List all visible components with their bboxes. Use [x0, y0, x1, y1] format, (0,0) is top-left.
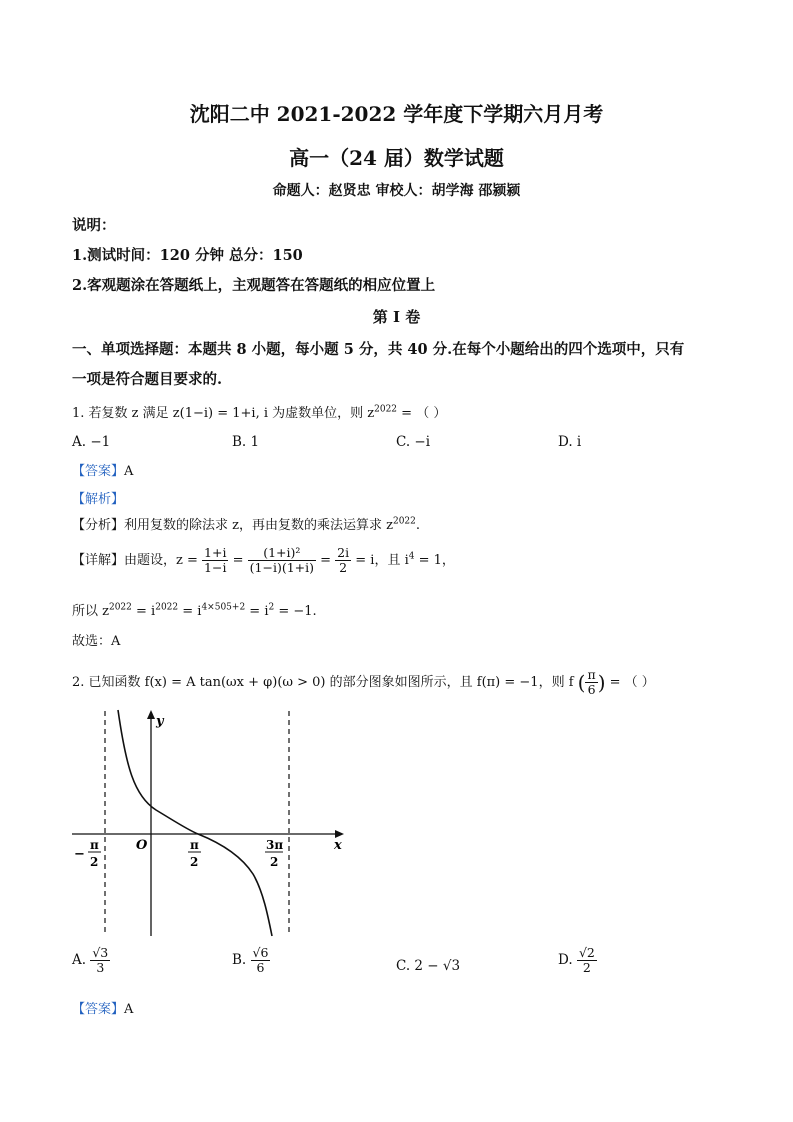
detail-text: 由题设，z = [124, 552, 198, 568]
analysis-tag: 【解析】 [72, 492, 125, 507]
origin-label: O [136, 838, 148, 853]
q1-stem [72, 402, 446, 421]
q1-option-a: A. −1 [72, 434, 111, 450]
neg-half-pi-den: 2 [90, 855, 99, 869]
q1-choose: 故选：A [72, 634, 121, 649]
notes-item-1: 1.测试时间：120 分钟 总分：150 [72, 247, 303, 264]
q2-option-d: D. $\frac{√2}{2}$ [558, 945, 595, 975]
tangent-curve [118, 710, 272, 936]
neg-sign-label: − [74, 847, 85, 862]
q1-stem-exp: 2022 [374, 404, 398, 415]
detail-frac-1: $\frac{1+i}{1-i}$ [204, 545, 227, 575]
q1-option-c: C. −i [396, 434, 431, 450]
q1-option-b: B. 1 [232, 434, 260, 450]
three-half-pi-num: 3π [266, 838, 284, 852]
tangent-graph [68, 706, 353, 941]
q1-conclusion: 所以 $z^{2022} = i^{2022} = i^{4\times 505+2} = i^2 = -1$. [72, 602, 317, 619]
notes-label: 说明： [72, 217, 116, 234]
q2-stem-text: 2. 已知函数 f(x) = A tan(ωx + φ)(ω > 0) 的部分图象如图所示，且 f(π) = −1，则 f [72, 674, 574, 690]
q1-option-d: D. i [558, 434, 582, 450]
q1-stem-text: 1. 若复数 z 满足 z(1−i) = 1+i, i 为虚数单位，则 z [72, 406, 375, 421]
q2-answer-value: A [124, 1002, 134, 1017]
half-pi-den: 2 [190, 855, 199, 869]
q2-stem-paren: = （ ） [605, 674, 655, 690]
q1-detail: 【详解】由题设，z = $\frac{1+i}{1-i}$ = $\frac{\text{(1+i)²}}{(1-i)(1+i)}$ = $\frac{2i}{2}$ = i，且 $i^4 = 1$， [72, 545, 455, 575]
x-axis-arrow [335, 830, 344, 838]
volume-heading: 第 I 卷 [372, 308, 421, 326]
fenxi-tag: 【分析】 [72, 518, 125, 533]
fenxi-exp: 2022 [392, 516, 416, 527]
detail-frac-3: $\frac{2i}{2}$ [337, 545, 350, 575]
fenxi-end: . [415, 518, 421, 533]
exam-authors: 命题人：赵贤忠 审校人：胡学海 邵颍颍 [272, 183, 521, 199]
answer-tag: 【答案】 [72, 464, 125, 479]
q1-fenxi [72, 514, 420, 533]
three-half-pi-den: 2 [270, 855, 279, 869]
q2-option-c: C. 2 − √3 [396, 958, 461, 974]
q1-stem-paren: = （ ） [397, 406, 447, 421]
detail-tag: 【详解】 [72, 552, 125, 568]
answer-tag: 【答案】 [72, 1002, 125, 1017]
exam-subtitle: 高一（24 届）数学试题 [289, 146, 504, 170]
q2-answer [72, 998, 133, 1017]
half-pi-num: π [190, 838, 199, 852]
fenxi-text: 利用复数的除法求 z，再由复数的乘法运算求 z [124, 518, 393, 533]
y-axis-arrow [147, 710, 155, 719]
q2-stem: 2. 已知函数 f(x) = A tan(ωx + φ)(ω > 0) 的部分图象如图所示，且 f(π) = −1，则 f ( $\frac{\pi}{6}$ ) = （ ） [72, 667, 655, 697]
y-axis-label: y [156, 714, 164, 729]
section1-line1: 一、单项选择题：本题共 8 小题，每小题 5 分，共 40 分.在每个小题给出的四个选项中，只有 [72, 341, 685, 358]
q1-answer [72, 460, 133, 479]
exam-title: 沈阳二中 2021-2022 学年度下学期六月月考 [189, 102, 604, 126]
q2-option-b: B. $\frac{√6}{6}$ [232, 945, 269, 975]
detail-frac-2: $\frac{\text{(1+i)²}}{(1-i)(1+i)}$ [249, 545, 314, 575]
q1-answer-value: A [124, 464, 134, 479]
notes-item-2: 2.客观题涂在答题纸上，主观题答在答题纸的相应位置上 [72, 277, 436, 294]
q2-option-a: A. $\frac{√3}{3}$ [72, 945, 109, 975]
detail-result: = i，且 i [355, 552, 409, 568]
neg-half-pi-num: π [90, 838, 99, 852]
section1-line2: 一项是符合题目要求的. [72, 371, 223, 388]
q2-stem-frac: $\frac{\pi}{6}$ [587, 667, 596, 697]
x-axis-label: x [334, 838, 342, 853]
